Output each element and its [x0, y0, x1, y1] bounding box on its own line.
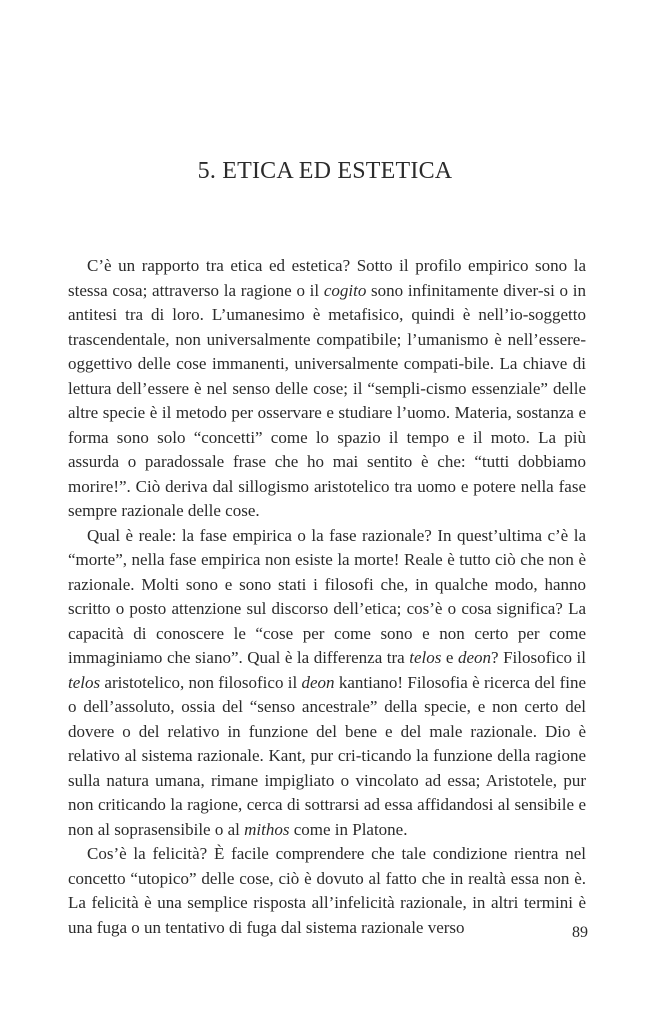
italic-term: deon	[301, 672, 335, 692]
text-run: Cos’è la felicità? È facile comprendere che tale condizione rientra nel concetto “utopico” delle cose, ciò è dovuto al fatto che in realtà essa non è. La felicità è una semplice risposta all’infelicità razionale, in altri termini è una fuga o un tentativo di fuga dal sistema razionale verso	[68, 844, 586, 937]
text-run: e	[441, 648, 458, 667]
text-run: C’è un rapporto tra etica ed estetica? Sotto il profilo empirico sono la stessa cosa; attraverso la ragione o il	[68, 256, 586, 300]
page-number: 89	[572, 924, 588, 941]
body-text	[68, 254, 586, 940]
paragraph-2	[68, 524, 586, 843]
paragraph-3	[68, 842, 586, 940]
text-run: come in Platone.	[289, 819, 408, 839]
text-run: aristotelico, non filosofico il	[100, 672, 302, 692]
italic-term: cogito	[323, 280, 367, 300]
italic-term: telos	[68, 672, 101, 692]
text-run: kantiano! Filosofia è ricerca del fine o dell’assoluto, ossia del “senso ancestrale” della specie, e non certo del dovere o del relativo in funzione del bene e del male razionale. Dio è relativo al sistema razionale. Kant, pur cri-ticando la funzione della ragione sulla natura umana, rimane impigliato o vincolato ad essa; Aristotele, pur non criticando la ragione, cerca di sottrarsi ad essa affidandosi al sensibile e non al soprasensibile o al	[68, 672, 586, 839]
text-run: Qual è reale: la fase empirica o la fase razionale? In quest’ultima c’è la “morte”, nella fase empirica non esiste la morte! Reale è tutto ciò che non è razionale. Molti sono e sono stati i filosofi che, in qualche modo, hanno scritto o posto attenzione sul discorso dell’etica; cos’è o cosa significa? La capacità di conoscere le “cose per come sono e non certo per come immaginiamo che siano”. Qual è la differenza tra	[68, 525, 586, 667]
paragraph-1	[68, 254, 586, 524]
text-run: ? Filosofico il	[491, 648, 586, 667]
italic-term: mithos	[244, 819, 290, 839]
italic-term: telos	[409, 648, 442, 667]
text-run: sono infinitamente diver-si o in antitesi tra di loro. L’umanesimo è metafisico, quindi è nell’io-soggetto trascendentale, non universalmente compatibile; l’umanismo è nell’essere-oggettivo delle cose immanenti, universalmente compati-bile. La chiave di lettura dell’essere è nel senso delle cose; il “sempli-cismo essenziale” delle altre specie è il metodo per osservare e studiare l’uomo. Materia, sostanza e forma sono solo “concetti” come lo spazio il tempo e il moto. La più assurda o paradossale frase che ho mai sentito è che: “tutti dobbiamo morire!”. Ciò deriva dal sillogismo aristotelico tra uomo e potere nella fase sempre razionale delle cose.	[68, 280, 586, 520]
chapter-title: 5. ETICA ED ESTETICA	[197, 158, 453, 184]
italic-term: deon	[457, 648, 491, 667]
